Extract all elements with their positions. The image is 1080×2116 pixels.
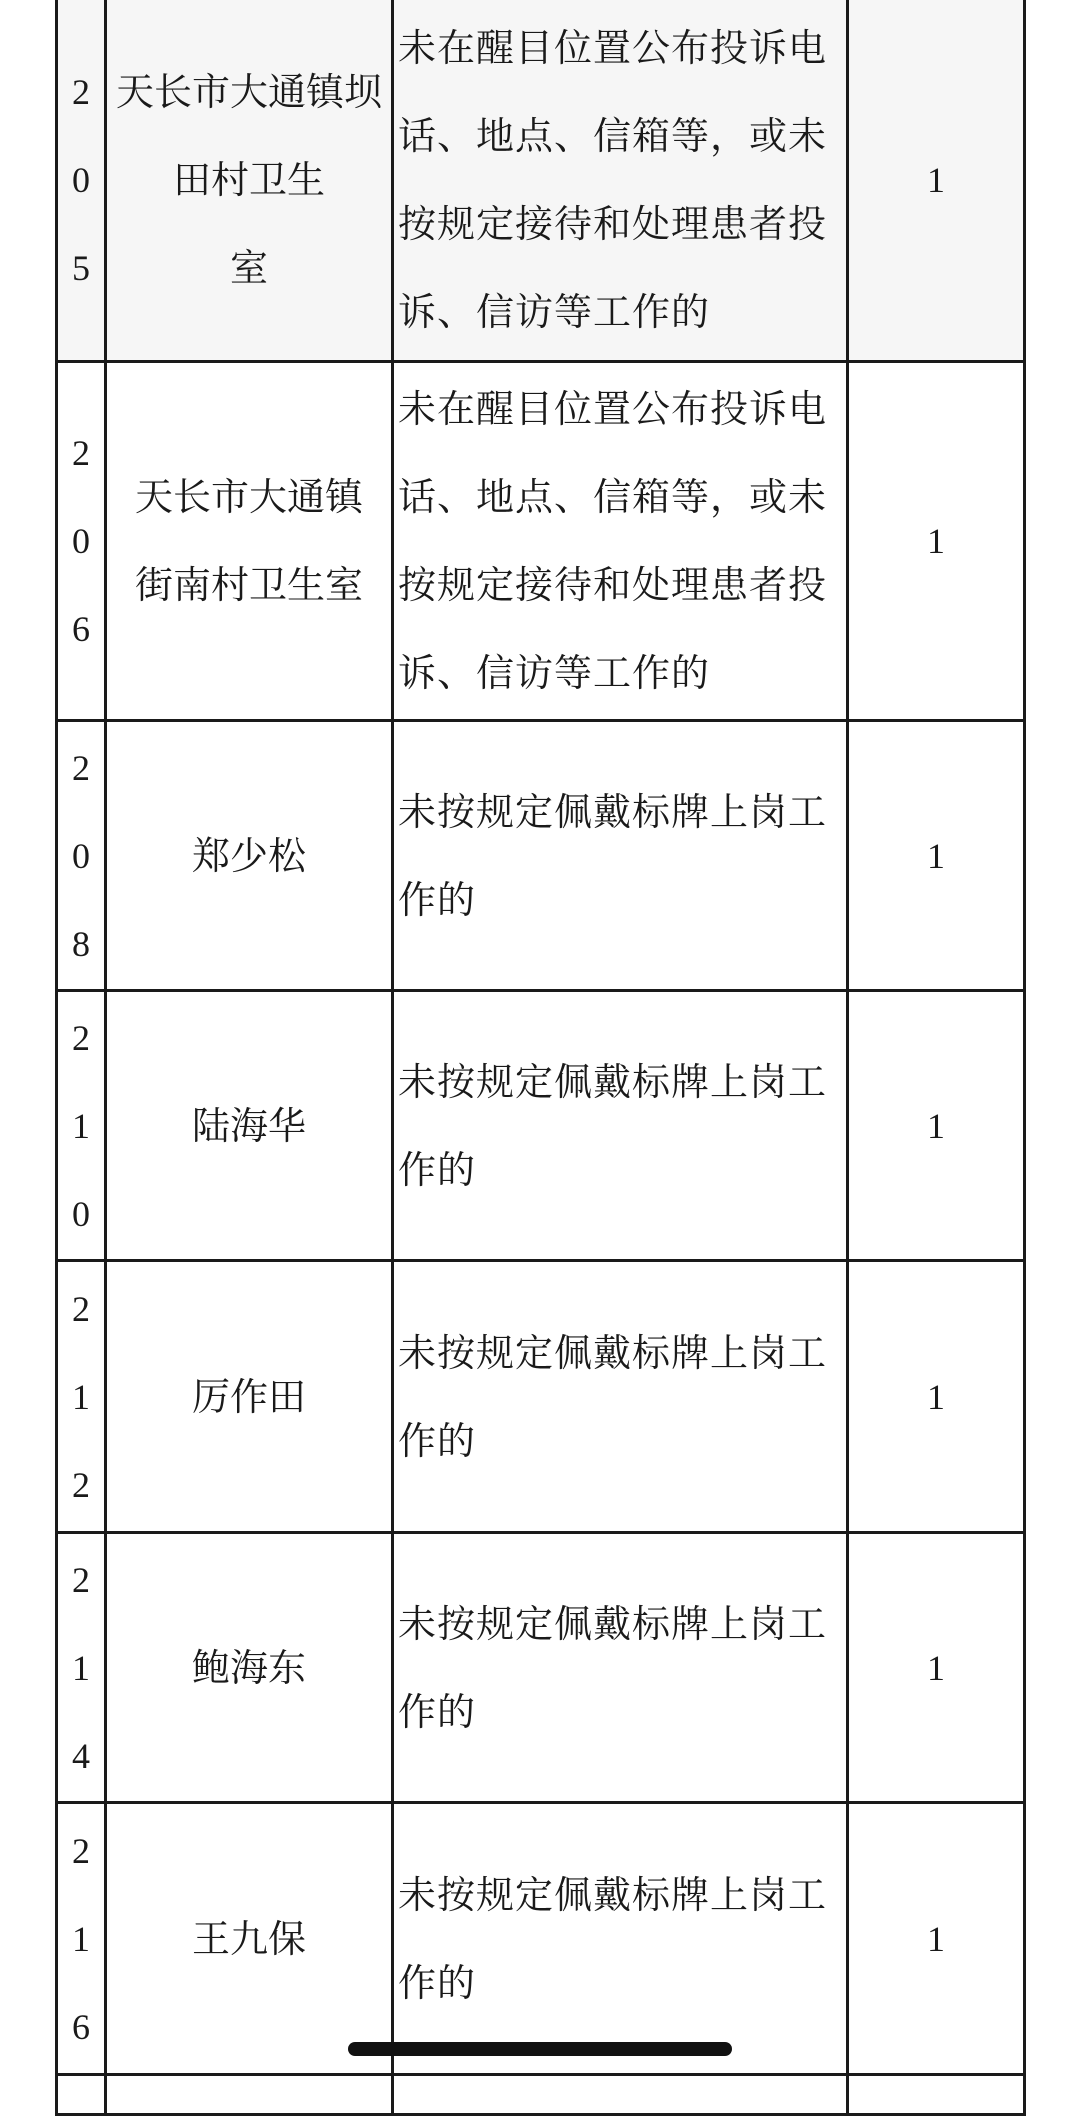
row-number — [57, 362, 106, 721]
row-number — [57, 1533, 106, 1803]
count-value: 1 — [848, 991, 1025, 1261]
row-number — [57, 1261, 106, 1533]
person-name: 陆海华 — [106, 991, 393, 1261]
row-number-digit: 2 — [72, 747, 90, 788]
row-number-digit: 1 — [72, 1376, 90, 1417]
person-name: 鲍海东 — [106, 1533, 393, 1803]
row-number-digit: 2 — [72, 1017, 90, 1058]
table-row — [57, 362, 1025, 721]
row-number-digit: 0 — [72, 835, 90, 876]
home-indicator[interactable] — [348, 2042, 732, 2056]
count-value: 1 — [848, 1261, 1025, 1533]
violation-reason: 未按规定佩戴标牌上岗工 作的 — [393, 1533, 848, 1803]
violation-reason — [393, 2075, 848, 2115]
row-number — [57, 991, 106, 1261]
count-value: 1 — [848, 362, 1025, 721]
table-row — [57, 1261, 1025, 1533]
table-row-partial — [57, 2075, 1025, 2115]
table-row — [57, 721, 1025, 991]
row-number-digit: 5 — [72, 247, 90, 288]
table-row — [57, 0, 1025, 362]
count-value: 1 — [848, 1533, 1025, 1803]
row-number-digit: 1 — [72, 1918, 90, 1959]
person-name: 王九保 — [106, 1803, 393, 2075]
entity-name: 天长市大通镇坝田村卫生 室 — [106, 0, 393, 362]
row-number-digit: 0 — [72, 159, 90, 200]
row-number-digit: 6 — [72, 609, 90, 649]
violation-reason: 未按规定佩戴标牌上岗工 作的 — [393, 1261, 848, 1533]
row-number-digit: 6 — [72, 2006, 90, 2047]
row-number — [57, 2075, 106, 2115]
person-name: 郑少松 — [106, 721, 393, 991]
row-number — [57, 1803, 106, 2075]
row-number-digit: 1 — [72, 1647, 90, 1688]
table-row — [57, 991, 1025, 1261]
row-number-digit: 0 — [72, 521, 90, 561]
count-value: 1 — [848, 0, 1025, 362]
table-body — [57, 0, 1025, 2115]
violation-reason: 未按规定佩戴标牌上岗工 作的 — [393, 1803, 848, 2075]
penalty-table-container — [55, 0, 1023, 2116]
table-row — [57, 1533, 1025, 1803]
count-value: 1 — [848, 721, 1025, 991]
row-number — [57, 0, 106, 362]
entity-name: 天长市大通镇 街南村卫生室 — [106, 362, 393, 721]
row-number — [57, 721, 106, 991]
entity-name — [106, 2075, 393, 2115]
violation-reason: 未按规定佩戴标牌上岗工 作的 — [393, 721, 848, 991]
penalty-table — [55, 0, 1026, 2116]
row-number-digit: 2 — [72, 1559, 90, 1600]
count-value: 1 — [848, 1803, 1025, 2075]
table-row — [57, 1803, 1025, 2075]
person-name: 厉作田 — [106, 1261, 393, 1533]
count-value — [848, 2075, 1025, 2115]
row-number-digit: 1 — [72, 1105, 90, 1146]
row-number-digit: 4 — [72, 1735, 90, 1776]
violation-reason: 未按规定佩戴标牌上岗工 作的 — [393, 991, 848, 1261]
violation-reason: 未在醒目位置公布投诉电 话、地点、信箱等，或未 按规定接待和处理患者投 诉、信访等工作的 — [393, 362, 848, 721]
row-number-digit: 2 — [72, 1464, 90, 1505]
violation-reason: 未在醒目位置公布投诉电 话、地点、信箱等，或未 按规定接待和处理患者投 诉、信访等工作的 — [393, 0, 848, 362]
row-number-digit: 8 — [72, 923, 90, 964]
row-number-digit: 2 — [72, 1288, 90, 1329]
row-number-digit: 0 — [72, 1193, 90, 1234]
row-number-digit: 2 — [72, 71, 90, 112]
row-number-digit: 2 — [72, 1830, 90, 1871]
row-number-digit: 2 — [72, 433, 90, 473]
